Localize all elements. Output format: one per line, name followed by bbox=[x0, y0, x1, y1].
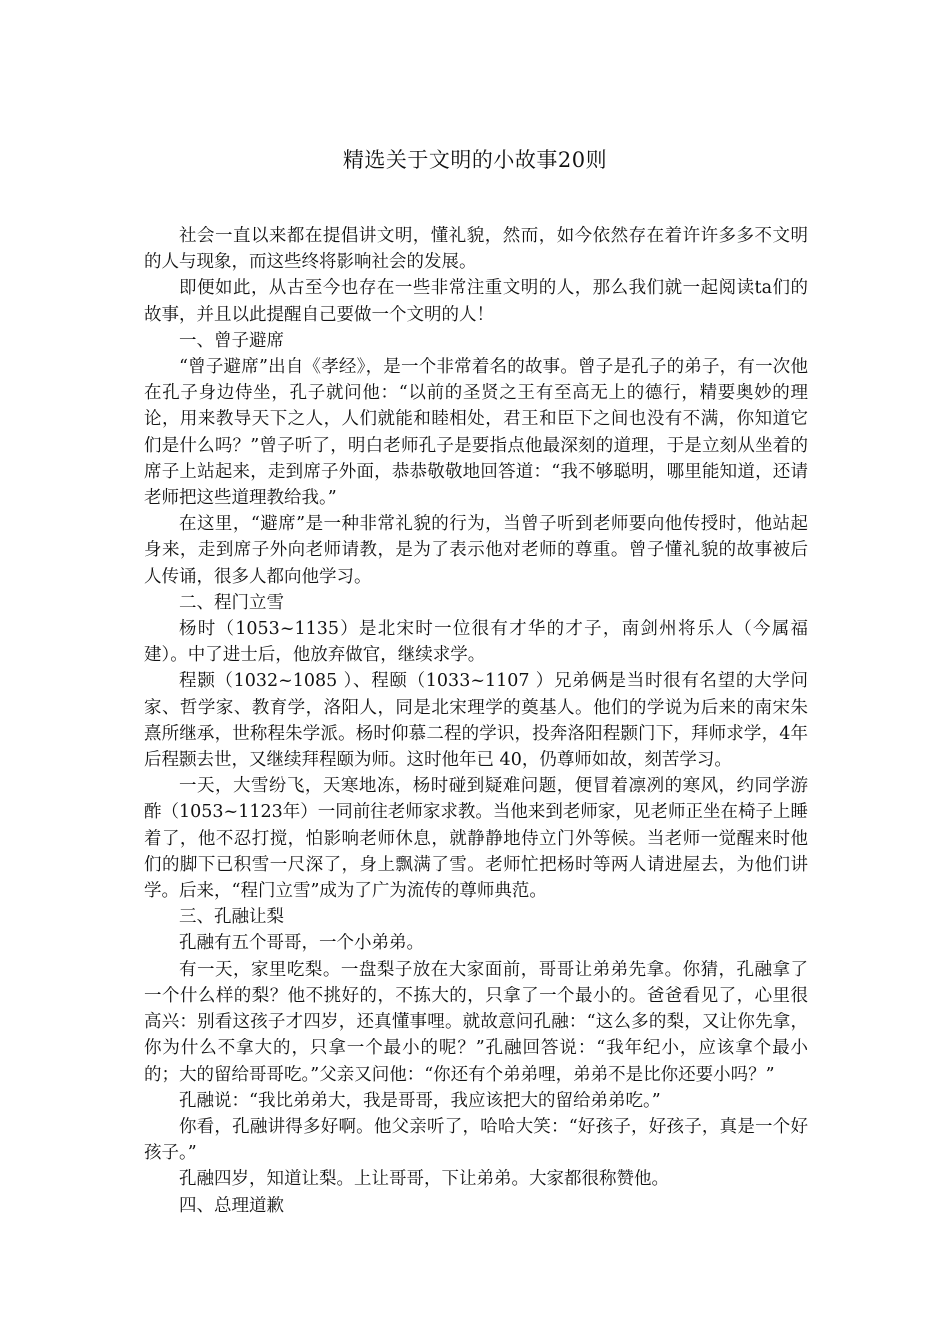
paragraph: 孔融有五个哥哥，一个小弟弟。 bbox=[179, 933, 424, 954]
document-title: 精选关于文明的小故事20则 bbox=[342, 148, 608, 172]
paragraph: 杨时（1053~1135）是北宋时一位很有才华的才子，南剑州将乐人（今属福建）。中了进士后，他放弃做官，继续求学。 bbox=[144, 619, 808, 666]
paragraph: 程颢（1032~1085 ）、程颐（1033~1107 ）兄弟俩是当时很有名望的大学问家、哲学家、教育学，洛阳人，同是北宋理学的奠基人。他们的学说为后来的南宋朱熹所继承，世称程朱学派。杨时仰慕二程的学识，投奔洛阳程颢门下，拜师求学，4年后程颢去世，又继续拜程颐为师。这时他年已 40，仍尊师如故，刻苦学习。 bbox=[144, 671, 808, 771]
paragraph: 社会一直以来都在提倡讲文明，懂礼貌，然而，如今依然存在着许许多多不文明的人与现象，而这些终将影响社会的发展。 bbox=[144, 226, 808, 273]
paragraph: 孔融四岁，知道让梨。上让哥哥，下让弟弟。大家都很称赞他。 bbox=[179, 1169, 669, 1190]
paragraph: 你看，孔融讲得多好啊。他父亲听了，哈哈大笑：“好孩子，好孩子，真是一个好孩子。” bbox=[144, 1116, 808, 1164]
section-heading: 三、孔融让梨 bbox=[179, 907, 284, 928]
paragraph: 有一天，家里吃梨。一盘梨子放在大家面前，哥哥让弟弟先拿。你猜，孔融拿了一个什么样的梨？他不挑好的，不拣大的，只拿了一个最小的。爸爸看见了，心里很高兴：别看这孩子才四岁，还真懂事哩。就故意问孔融：“这么多的梨，又让你先拿，你为什么不拿大的，只拿一个最小的呢？”孔融回答说：“我年纪小，应该拿个最小的；大的留给哥哥吃。”父亲又问他：“你还有个弟弟哩，弟弟不是比你还要小吗？” bbox=[144, 959, 808, 1085]
section-heading: 一、曾子避席 bbox=[179, 330, 284, 351]
section-heading: 二、程门立雪 bbox=[179, 592, 284, 613]
paragraph: 一天，大雪纷飞，天寒地冻，杨时碰到疑难问题，便冒着凛冽的寒风，约同学游酢（1053~1123年）一同前往老师家求教。当他来到老师家，见老师正坐在椅子上睡着了，他不忍打搅，怕影响老师休息，就静静地侍立门外等候。当老师一觉醒来时他们的脚下已积雪一尺深了，身上飘满了雪。老师忙把杨时等两人请进屋去，为他们讲学。后来，“程门立雪”成为了广为流传的尊师典范。 bbox=[144, 776, 808, 902]
document-body bbox=[144, 223, 808, 1219]
paragraph: 在这里，“避席”是一种非常礼貌的行为，当曾子听到老师要向他传授时，他站起身来，走到席子外向老师请教，是为了表示他对老师的尊重。曾子懂礼貌的故事被后人传诵，很多人都向他学习。 bbox=[144, 514, 808, 587]
paragraph: “曾子避席”出自《孝经》，是一个非常着名的故事。曾子是孔子的弟子，有一次他在孔子身边侍坐，孔子就问他：“以前的圣贤之王有至高无上的德行，精要奥妙的理论，用来教导天下之人，人们就能和睦相处，君王和臣下之间也没有不满，你知道它们是什么吗？”曾子听了，明白老师孔子是要指点他最深刻的道理，于是立刻从坐着的席子上站起来，走到席子外面，恭恭敬敬地回答道：“我不够聪明，哪里能知道，还请老师把这些道理教给我。” bbox=[144, 357, 808, 509]
paragraph: 即便如此，从古至今也存在一些非常注重文明的人，那么我们就一起阅读ta们的故事，并且以此提醒自己要做一个文明的人！ bbox=[144, 278, 808, 325]
paragraph: 孔融说：“我比弟弟大，我是哥哥，我应该把大的留给弟弟吃。” bbox=[179, 1090, 661, 1111]
section-heading: 四、总理道歉 bbox=[179, 1195, 284, 1216]
